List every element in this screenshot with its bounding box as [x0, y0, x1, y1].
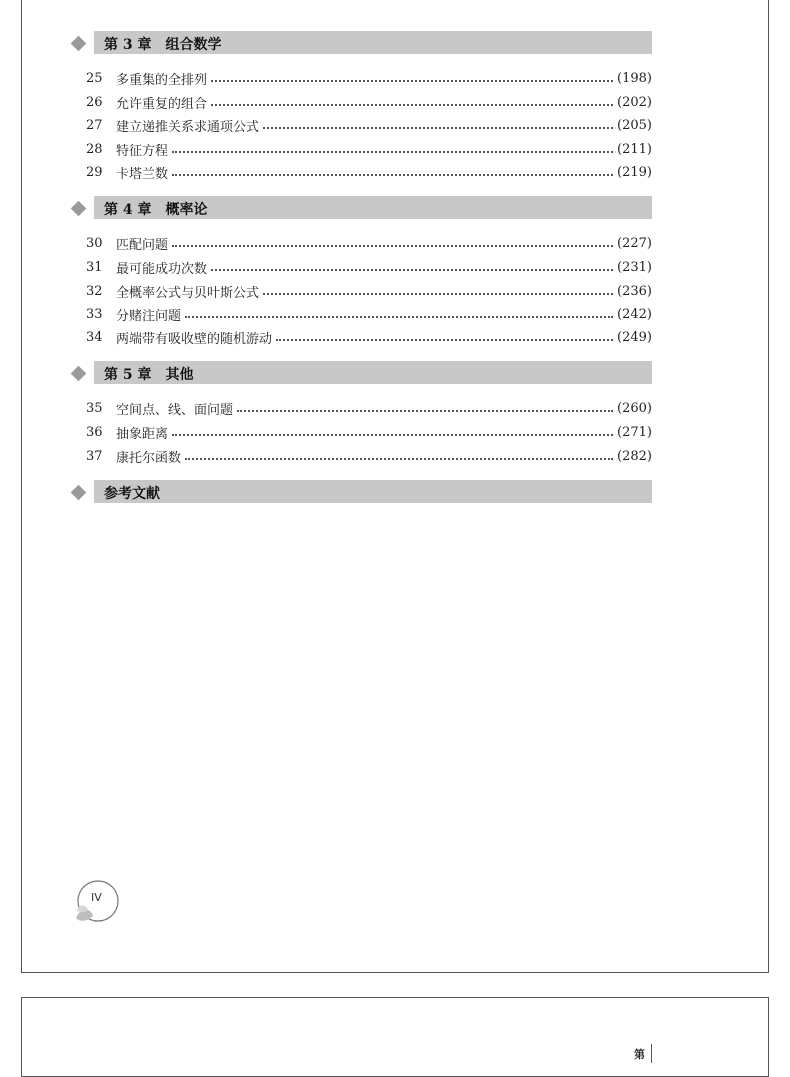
- entry-page: (227): [617, 235, 652, 251]
- dot-leader: [237, 409, 613, 412]
- dot-leader: [263, 292, 613, 295]
- entry-page: (271): [617, 424, 652, 440]
- entry-number: 32: [86, 283, 103, 299]
- entry-title: 多重集的全排列: [116, 72, 208, 88]
- dot-leader: [172, 433, 613, 436]
- chapter-heading-5: [94, 361, 652, 384]
- toc-entry[interactable]: [86, 422, 652, 442]
- next-page-divider: [651, 1044, 652, 1063]
- entry-page: (211): [617, 141, 652, 157]
- dot-leader: [211, 79, 613, 82]
- entry-number: 31: [86, 259, 103, 275]
- entry-number: 35: [86, 400, 103, 416]
- toc-entry[interactable]: [86, 92, 652, 112]
- entry-number: 33: [86, 306, 103, 322]
- entry-page: (205): [617, 117, 652, 133]
- page-number-roman: IV: [91, 891, 102, 904]
- toc-entry[interactable]: [86, 257, 652, 277]
- entry-title: 匹配问题: [116, 237, 169, 253]
- entry-title: 允许重复的组合: [116, 96, 208, 112]
- references-heading[interactable]: [94, 480, 652, 503]
- entry-title: 卡塔兰数: [116, 166, 169, 182]
- entry-number: 29: [86, 164, 103, 180]
- entry-title: 建立递推关系求通项公式: [116, 119, 260, 135]
- chapter-title: 第 4 章 概率论: [104, 202, 208, 218]
- dot-leader: [211, 103, 613, 106]
- dot-leader: [172, 244, 613, 247]
- toc-entry[interactable]: [86, 233, 652, 253]
- next-page-fragment: 第: [634, 1048, 645, 1061]
- entry-number: 37: [86, 448, 103, 464]
- chapter-heading-3: [94, 31, 652, 54]
- entry-page: (260): [617, 400, 652, 416]
- references-title: 参考文献: [104, 486, 160, 502]
- entry-title: 全概率公式与贝叶斯公式: [116, 285, 260, 301]
- entry-page: (282): [617, 448, 652, 464]
- toc-entry[interactable]: [86, 115, 652, 135]
- dot-leader: [172, 150, 613, 153]
- dot-leader: [263, 126, 613, 129]
- next-page: [21, 997, 769, 1077]
- entry-number: 27: [86, 117, 103, 133]
- dot-leader: [276, 338, 613, 341]
- entry-title: 最可能成功次数: [116, 261, 208, 277]
- chapter-title: 第 3 章 组合数学: [104, 37, 222, 53]
- entry-number: 30: [86, 235, 103, 251]
- entry-title: 特征方程: [116, 143, 169, 159]
- entry-page: (242): [617, 306, 652, 322]
- toc-entry[interactable]: [86, 162, 652, 182]
- entry-page: (249): [617, 329, 652, 345]
- entry-number: 34: [86, 329, 103, 345]
- entry-number: 25: [86, 70, 103, 86]
- entry-number: 26: [86, 94, 103, 110]
- toc-entry[interactable]: [86, 327, 652, 347]
- toc-entry[interactable]: [86, 446, 652, 466]
- entry-title: 两端带有吸收壁的随机游动: [116, 331, 273, 347]
- entry-page: (219): [617, 164, 652, 180]
- dot-leader: [172, 173, 613, 176]
- toc-entry[interactable]: [86, 139, 652, 159]
- entry-title: 抽象距离: [116, 426, 169, 442]
- entry-page: (198): [617, 70, 652, 86]
- dot-leader: [185, 315, 613, 318]
- entry-page: (231): [617, 259, 652, 275]
- entry-title: 分赌注问题: [116, 308, 182, 324]
- dot-leader: [211, 268, 613, 271]
- toc-entry[interactable]: [86, 68, 652, 88]
- chapter-heading-4: [94, 196, 652, 219]
- chapter-title: 第 5 章 其他: [104, 367, 194, 383]
- entry-title: 康托尔函数: [116, 450, 182, 466]
- toc-entry[interactable]: [86, 281, 652, 301]
- entry-number: 36: [86, 424, 103, 440]
- entry-page: (236): [617, 283, 652, 299]
- entry-title: 空间点、线、面问题: [116, 402, 234, 418]
- toc-entry[interactable]: [86, 398, 652, 418]
- toc-entry[interactable]: [86, 304, 652, 324]
- dot-leader: [185, 457, 613, 460]
- entry-number: 28: [86, 141, 103, 157]
- entry-page: (202): [617, 94, 652, 110]
